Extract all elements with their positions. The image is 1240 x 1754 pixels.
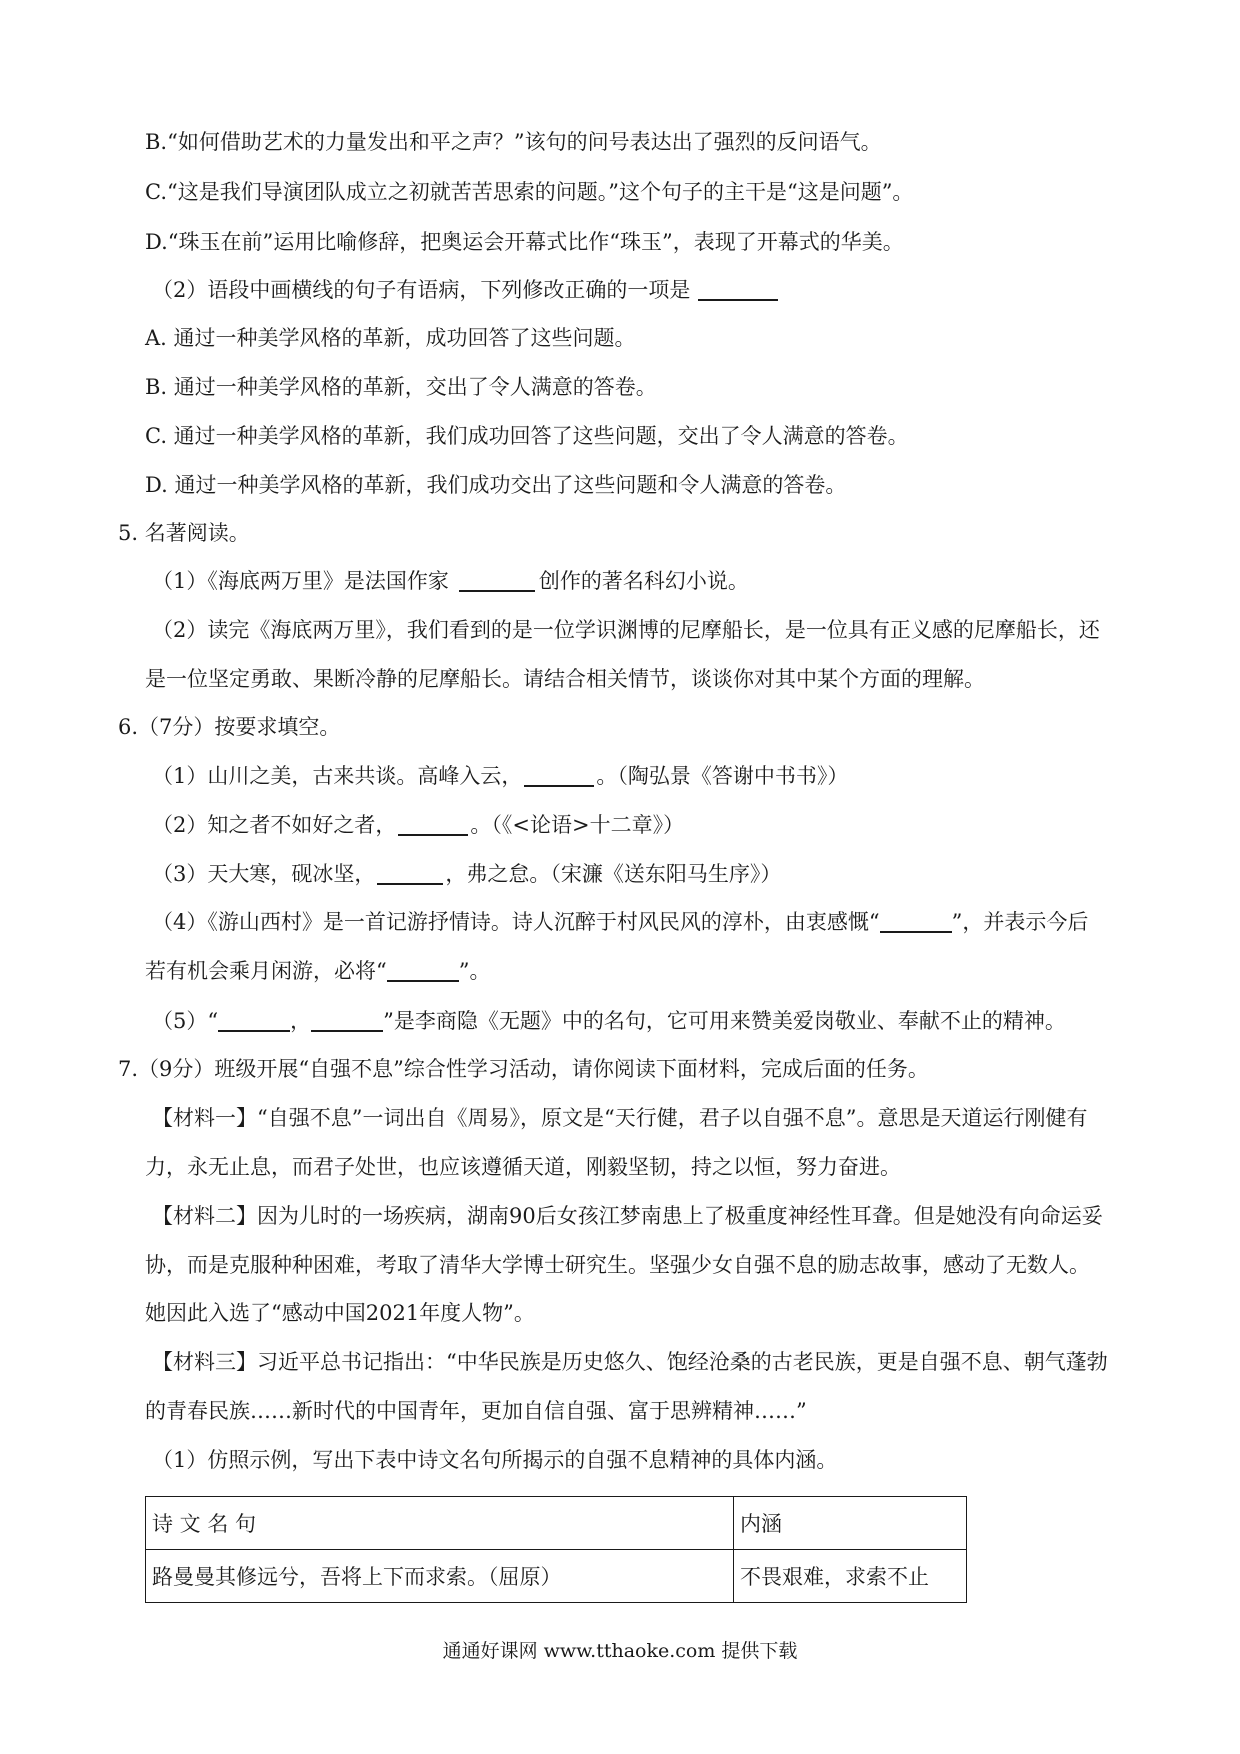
question-text: ”是李商隐《无题》中的名句，它可用来赞美爱岗敬业、奉献不止的精神。 — [383, 1009, 1066, 1033]
question-text: ”。 — [458, 959, 491, 983]
question-6-3 — [152, 859, 781, 889]
answer-blank — [311, 1008, 383, 1032]
question-6-2 — [152, 810, 684, 840]
table-header-cell: 诗 文 名 句 — [146, 1497, 734, 1550]
table-cell: 路曼曼其修远兮，吾将上下而求索。（屈原） — [146, 1550, 734, 1603]
question-text: ，弗之怠。（宋濂《送东阳马生序》） — [445, 862, 782, 886]
question-6-1 — [152, 761, 848, 791]
question-text: 若有机会乘月闲游，必将“ — [145, 959, 387, 983]
question-text: （4）《游山西村》是一首记游抒情诗。诗人沉醉于村风民风的淳朴，由衷感慨“ — [152, 910, 880, 934]
question-7-1: （1）仿照示例，写出下表中诗文名句所揭示的自强不息精神的具体内涵。 — [152, 1448, 838, 1472]
answer-blank — [524, 763, 594, 787]
question-5-2-cont: 是一位坚定勇敢、果断冷静的尼摩船长。请结合相关情节，谈谈你对其中某个方面的理解。 — [145, 667, 985, 691]
option-c-line: C.“这是我们导演团队成立之初就苦苦思索的问题。”这个句子的主干是“这是问题”。 — [145, 180, 914, 204]
answer-blank — [398, 812, 468, 836]
material-1-cont: 力，永无止息，而君子处世，也应该遵循天道，刚毅坚韧，持之以恒，努力奋进。 — [145, 1155, 901, 1179]
question-text: （1）山川之美，古来共谈。高峰入云， — [152, 764, 523, 788]
question-text: （1）《海底两万里》是法国作家 — [152, 569, 449, 593]
material-3: 【材料三】习近平总书记指出：“中华民族是历史悠久、饱经沧桑的古老民族，更是自强不息、朝气蓬勃 — [152, 1350, 1108, 1374]
material-2-cont: 她因此入选了“感动中国2021年度人物”。 — [145, 1301, 535, 1325]
answer-blank — [387, 958, 459, 982]
option-d-line: D. 通过一种美学风格的革新，我们成功交出了这些问题和令人满意的答卷。 — [145, 473, 847, 497]
question-7-heading: 7.（9分）班级开展“自强不息”综合性学习活动，请你阅读下面材料，完成后面的任务。 — [118, 1057, 929, 1081]
page-footer: 通通好课网 www.tthaoke.com 提供下载 — [442, 1640, 798, 1662]
material-3-cont: 的青春民族……新时代的中国青年，更加自信自强、富于思辨精神……” — [145, 1399, 807, 1423]
poem-meaning-table — [145, 1496, 967, 1603]
answer-blank — [459, 568, 535, 592]
question-4-2 — [152, 275, 778, 305]
option-b-line: B.“如何借助艺术的力量发出和平之声？”该句的问号表达出了强烈的反问语气。 — [145, 130, 882, 154]
question-text: ， — [290, 1009, 312, 1033]
table-cell: 不畏艰难，求索不止 — [734, 1550, 967, 1603]
table-header-cell: 内涵 — [734, 1497, 967, 1550]
option-a-line: A. 通过一种美学风格的革新，成功回答了这些问题。 — [145, 326, 636, 350]
answer-blank — [880, 909, 952, 933]
question-5-2: （2）读完《海底两万里》，我们看到的是一位学识渊博的尼摩船长，是一位具有正义感的尼摩船长，还 — [152, 618, 1100, 642]
question-text: 创作的著名科幻小说。 — [538, 569, 749, 593]
option-d-line: D.“珠玉在前”运用比喻修辞，把奥运会开幕式比作“珠玉”，表现了开幕式的华美。 — [145, 230, 904, 254]
answer-blank — [377, 861, 443, 885]
material-2: 【材料二】因为儿时的一场疾病，湖南90后女孩江梦南患上了极重度神经性耳聋。但是她没有向命运妥 — [152, 1204, 1103, 1228]
material-1: 【材料一】“自强不息”一词出自《周易》，原文是“天行健，君子以自强不息”。意思是天道运行刚健有 — [152, 1106, 1088, 1130]
question-text: （3）天大寒，砚冰坚， — [152, 862, 376, 886]
question-6-heading: 6.（7分）按要求填空。 — [118, 715, 341, 739]
answer-blank — [218, 1008, 290, 1032]
option-b-line: B. 通过一种美学风格的革新，交出了令人满意的答卷。 — [145, 375, 657, 399]
question-6-4 — [152, 907, 1088, 937]
question-text: （2）语段中画横线的句子有语病，下列修改正确的一项是 — [152, 278, 691, 302]
question-text: （5）“ — [152, 1009, 219, 1033]
option-c-line: C. 通过一种美学风格的革新，我们成功回答了这些问题，交出了令人满意的答卷。 — [145, 424, 909, 448]
question-text: 。（陶弘景《答谢中书书》） — [596, 764, 849, 788]
question-6-4-cont — [145, 956, 491, 986]
question-5-1 — [152, 566, 749, 596]
question-6-5 — [152, 1006, 1066, 1036]
question-text: （2）知之者不如好之者， — [152, 813, 397, 837]
question-text: ”，并表示今后 — [951, 910, 1089, 934]
answer-blank — [698, 277, 778, 301]
material-2-cont: 协，而是克服种种困难，考取了清华大学博士研究生。坚强少女自强不息的励志故事，感动了无数人。 — [145, 1253, 1090, 1277]
question-text: 。（《<论语>十二章》） — [470, 813, 685, 837]
table-row — [146, 1550, 967, 1603]
table-header-row — [146, 1497, 967, 1550]
question-5-heading: 5. 名著阅读。 — [118, 521, 250, 545]
